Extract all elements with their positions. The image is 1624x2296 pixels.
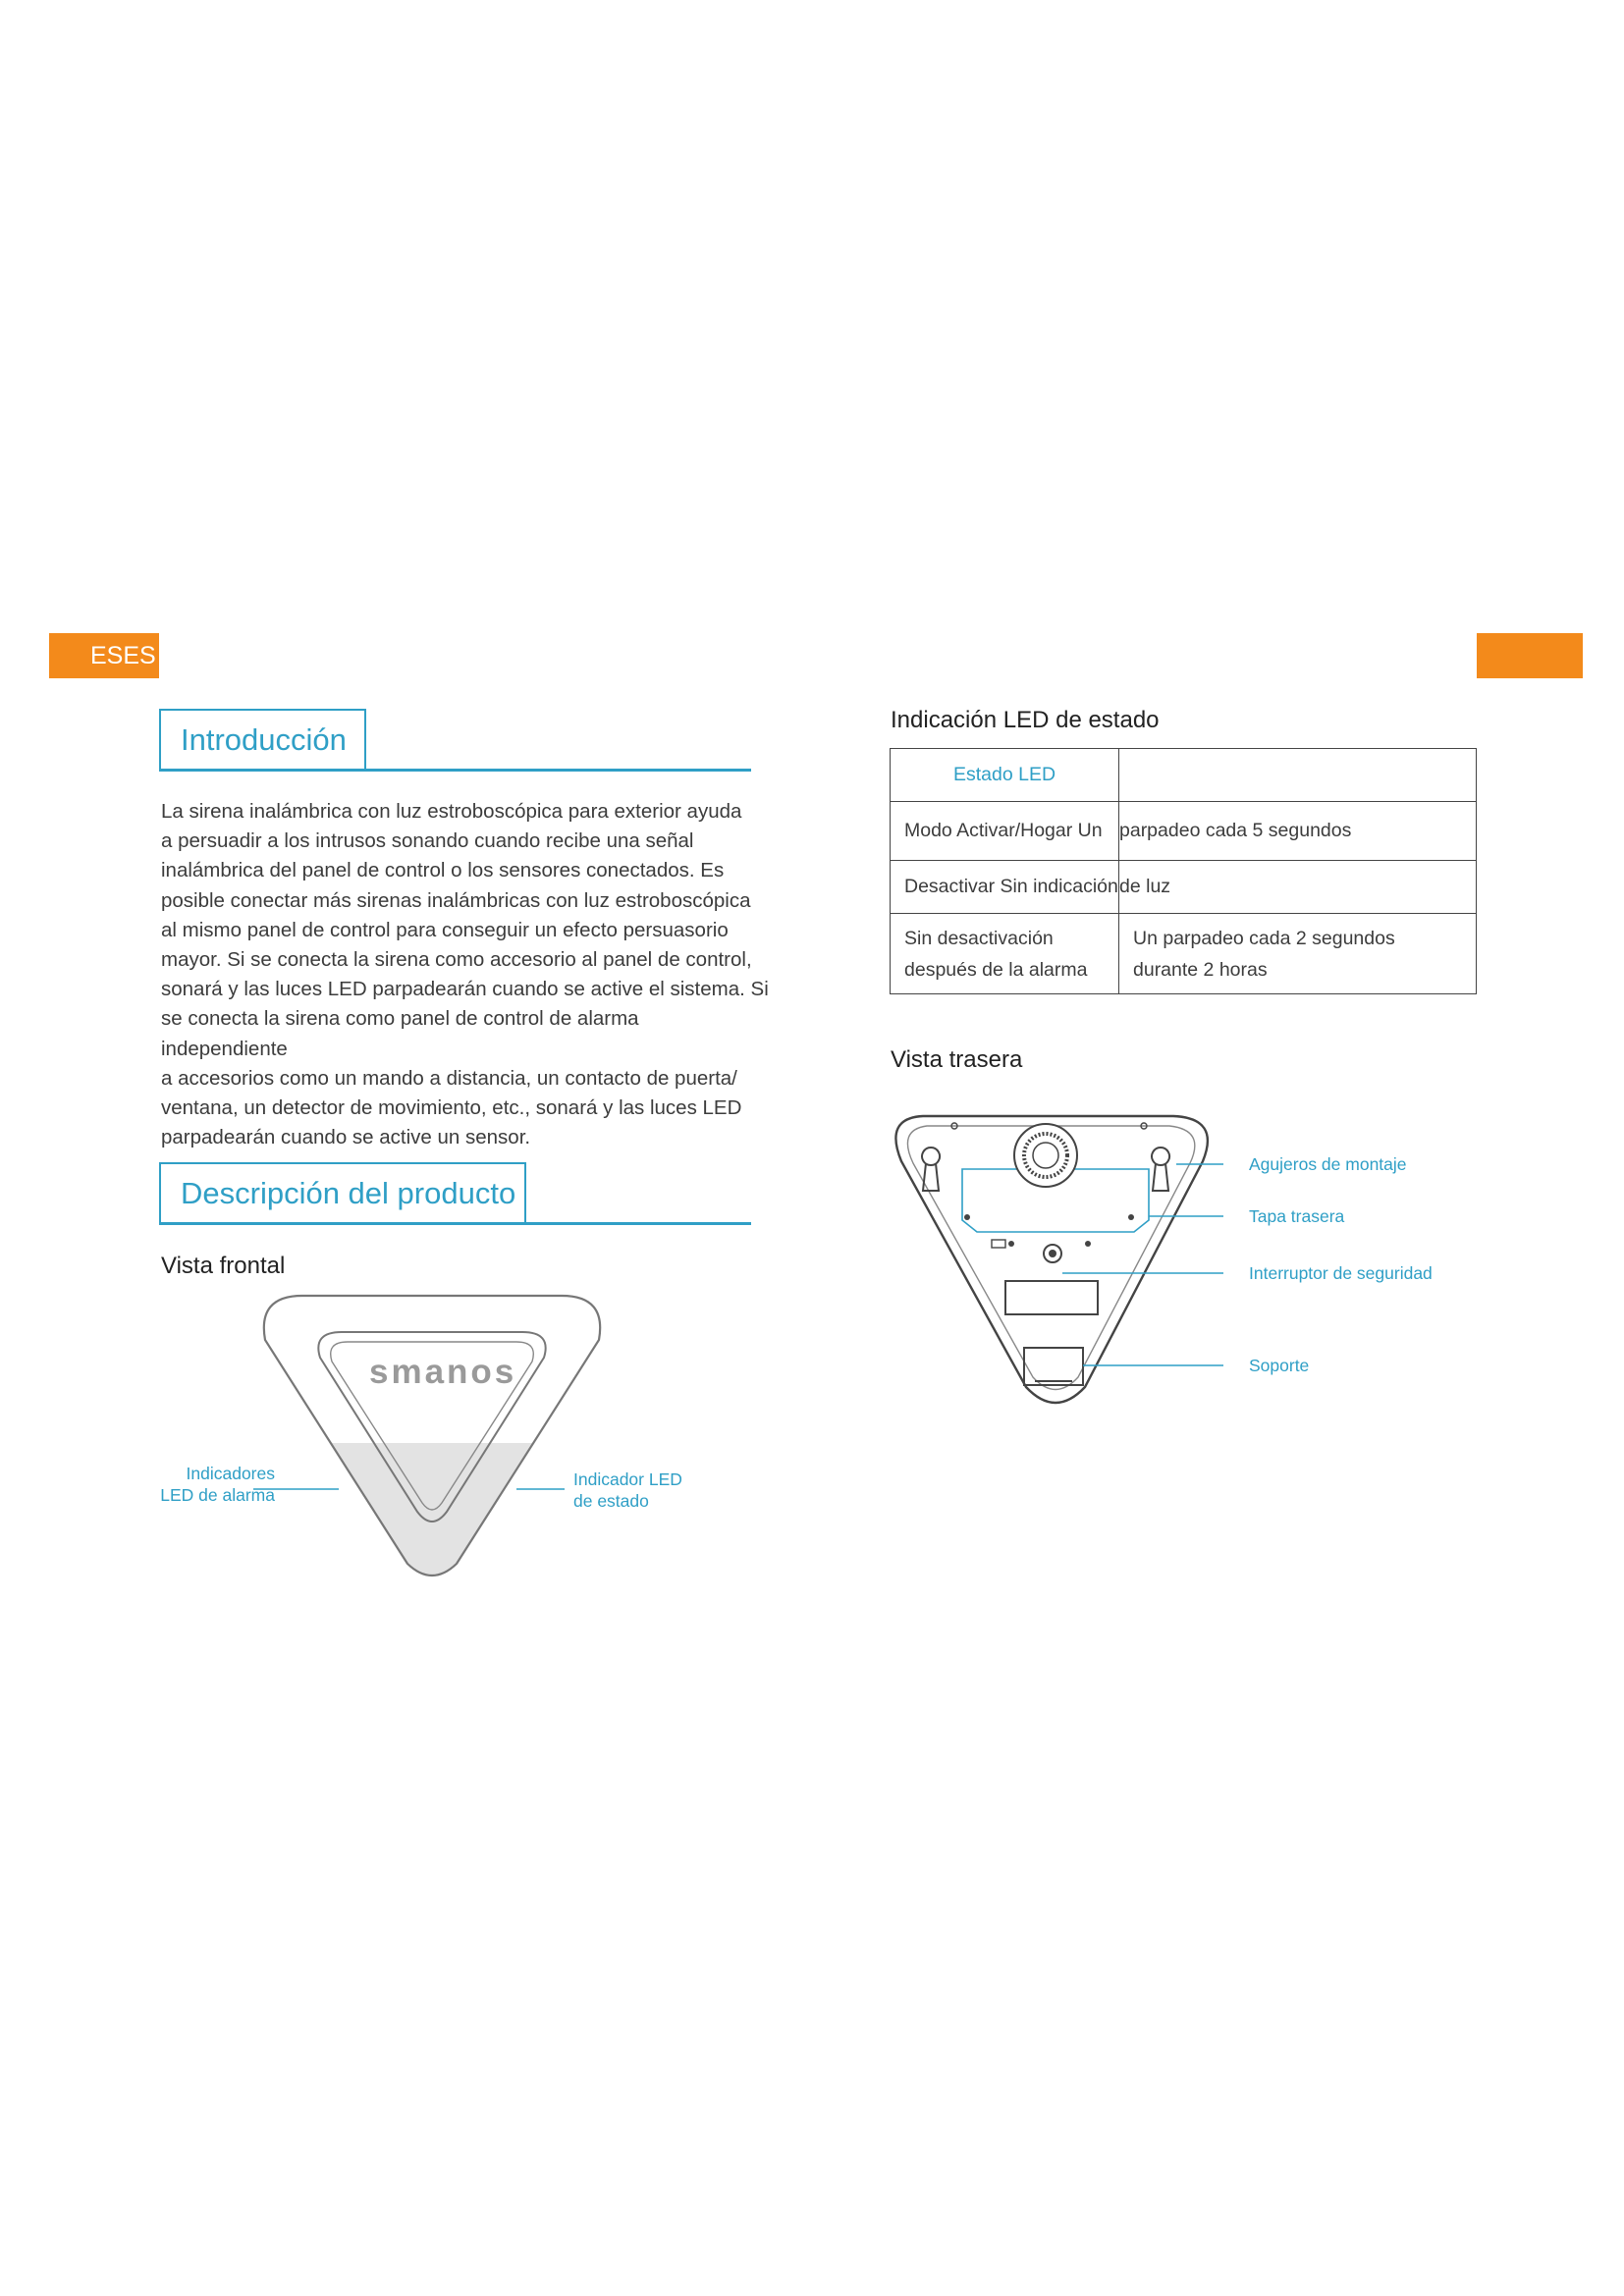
- intro-line: al mismo panel de control para conseguir un efecto persuasorio: [161, 918, 729, 941]
- mount-hole-right: [1152, 1148, 1169, 1191]
- alarm-led-label: [157, 1463, 275, 1506]
- table-cell: de luz: [1119, 861, 1477, 914]
- table-cell: Desactivar Sin indicación: [891, 861, 1119, 914]
- product-title-underline: [159, 1222, 751, 1225]
- intro-line: La sirena inalámbrica con luz estroboscópica para exterior ayuda: [161, 800, 742, 823]
- cell-line: después de la alarma: [904, 958, 1088, 981]
- alarm-led-label-line2: LED de alarma: [160, 1485, 275, 1505]
- intro-title-underline: [159, 769, 751, 772]
- intro-line: a persuadir a los intrusos sonando cuando recibe una señal: [161, 829, 694, 853]
- intro-line: ventana, un detector de movimiento, etc., sonará y las luces LED: [161, 1096, 742, 1120]
- status-led-label-line2: de estado: [573, 1491, 649, 1511]
- header-cell-led-state: Estado LED: [891, 749, 1119, 802]
- status-led-label: [573, 1468, 682, 1512]
- intro-line: mayor. Si se conecta la sirena como accesorio al panel de control,: [161, 948, 752, 972]
- label-bracket: Soporte: [1249, 1356, 1310, 1375]
- cell-line: Un parpadeo cada 2 segundos: [1133, 927, 1395, 949]
- language-tab: ESES: [49, 633, 159, 678]
- table-row: [891, 802, 1477, 861]
- front-view-illustration: [157, 1281, 668, 1595]
- back-view-heading: Vista trasera: [891, 1046, 1023, 1073]
- table-cell: [1119, 914, 1477, 994]
- bracket: [1024, 1348, 1083, 1385]
- intro-line: se conecta la sirena como panel de control de alarma independiente: [161, 1007, 639, 1060]
- table-row: [891, 914, 1477, 994]
- led-status-heading: Indicación LED de estado: [891, 707, 1160, 733]
- alarm-led-label-line1: Indicadores: [186, 1464, 275, 1483]
- intro-line: posible conectar más sirenas inalámbricas con luz estroboscópica: [161, 888, 751, 912]
- table-row: [891, 861, 1477, 914]
- header-accent-bar: [1477, 633, 1583, 678]
- intro-line: parpadearán cuando se active un sensor.: [161, 1126, 531, 1149]
- screw: [1128, 1214, 1134, 1220]
- cell-line: Sin desactivación: [904, 927, 1054, 949]
- back-view-illustration: [884, 1104, 1227, 1418]
- label-back-cover: Tapa trasera: [1249, 1206, 1345, 1226]
- table-header-row: [891, 749, 1477, 802]
- intro-line: inalámbrica del panel de control o los sensores conectados. Es: [161, 859, 725, 882]
- product-title: Descripción del producto: [159, 1162, 526, 1223]
- smanos-logo: smanos: [369, 1353, 517, 1391]
- led-status-table: [890, 748, 1477, 994]
- cell-line: durante 2 horas: [1133, 958, 1268, 981]
- battery-compartment: [1005, 1281, 1098, 1314]
- table-cell: Modo Activar/Hogar Un: [891, 802, 1119, 861]
- clip: [992, 1240, 1005, 1248]
- header-cell-empty: [1119, 749, 1477, 802]
- label-tamper-switch: Interruptor de seguridad: [1249, 1263, 1433, 1283]
- status-led-label-line1: Indicador LED: [573, 1469, 682, 1489]
- intro-title: Introducción: [159, 709, 366, 770]
- intro-body: [161, 797, 770, 1152]
- screw: [964, 1214, 970, 1220]
- screw: [1085, 1241, 1091, 1247]
- table-cell: [891, 914, 1119, 994]
- screw: [1008, 1241, 1014, 1247]
- speaker-center: [1033, 1143, 1058, 1168]
- intro-line: sonará y las luces LED parpadearán cuando se active el sistema. Si: [161, 978, 769, 1001]
- front-view-heading: Vista frontal: [161, 1253, 286, 1279]
- tamper-switch-center: [1049, 1250, 1056, 1257]
- intro-line: a accesorios como un mando a distancia, un contacto de puerta/: [161, 1066, 737, 1090]
- table-cell: parpadeo cada 5 segundos: [1119, 802, 1477, 861]
- label-mount-holes: Agujeros de montaje: [1249, 1154, 1407, 1174]
